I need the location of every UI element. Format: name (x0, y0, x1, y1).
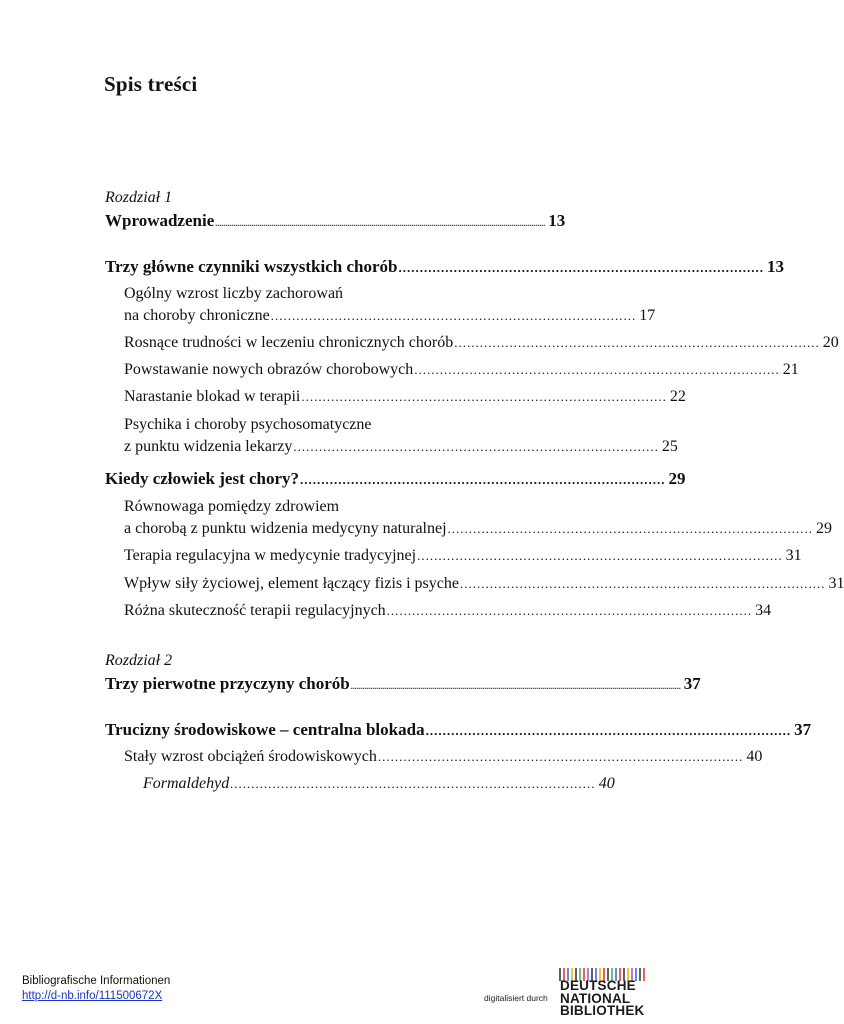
entry-title: z punktu widzenia lekarzy (124, 438, 293, 455)
bib-label: Bibliografische Informationen (22, 975, 171, 987)
page-number: 40 (598, 775, 615, 792)
dot-leader: ...................................................................................... (301, 389, 667, 404)
chapter-label: Rozdział 2 (105, 652, 173, 669)
page-number: 34 (755, 602, 772, 619)
dnb-line: BIBLIOTHEK (560, 1003, 645, 1018)
entry-title: Terapia regulacyjna w medycynie tradycyjnej (124, 547, 417, 564)
toc-entry[interactable] (105, 469, 686, 490)
dot-leader: ...................................................................................... (293, 439, 659, 454)
entry-title: Rosnące trudności w leczeniu chronicznych chorób (124, 334, 454, 351)
page-number: 17 (639, 307, 656, 324)
dot-leader: ...................................................................................... (398, 260, 764, 275)
page-number: 40 (746, 748, 763, 765)
bibliographic-info (22, 974, 170, 1004)
dot-leader: ...................................................................................... (377, 749, 744, 764)
page-number: 25 (661, 438, 678, 455)
dot-leader: ...................................................................................... (454, 335, 820, 350)
entry-title-line: Ogólny wzrost liczby zachorowań (124, 285, 344, 302)
toc-entry[interactable] (105, 257, 784, 278)
dot-leader: ...................................................................................... (425, 723, 792, 738)
toc-entry[interactable] (124, 747, 763, 767)
entry-title: Trzy główne czynniki wszystkich chorób (105, 257, 398, 276)
entry-title: Wprowadzenie (105, 211, 215, 230)
toc-entry[interactable] (143, 774, 615, 794)
page-title: Spis treści (104, 72, 198, 96)
page-number: 29 (816, 520, 833, 537)
page-number: 31 (828, 575, 844, 592)
toc-entry[interactable] (124, 601, 772, 621)
toc-entry[interactable] (124, 387, 686, 407)
dot-leader: ...................................................................................... (230, 776, 596, 791)
dot-leader: ..................................................................................................................................................................... (350, 682, 681, 691)
dnb-line: DEUTSCHE (560, 978, 636, 993)
dot-leader: ...................................................................................... (414, 362, 780, 377)
dot-leader: ..................................................................................................................................................................... (215, 219, 546, 228)
entry-title-line: Równowaga pomiędzy zdrowiem (124, 498, 340, 515)
entry-title: Powstawanie nowych obrazów chorobowych (124, 361, 414, 378)
page-number: 37 (794, 720, 812, 739)
entry-title: Narastanie blokad w terapii (124, 388, 301, 405)
dnb-line: NATIONAL (560, 990, 631, 1006)
entry-title: Wpływ siły życiowej, element łączący fizis i psyche (124, 575, 459, 592)
bib-link[interactable]: http://d-nb.info/111500672X (22, 990, 163, 1002)
page-number: 13 (548, 211, 566, 230)
entry-title-line: Psychika i choroby psychosomatyczne (124, 416, 372, 433)
page-number: 13 (766, 257, 784, 276)
chapter-heading[interactable] (105, 674, 701, 697)
entry-title: Stały wzrost obciążeń środowiskowych (124, 748, 377, 765)
page-number: 31 (785, 547, 802, 564)
chapter-heading[interactable] (105, 211, 566, 234)
chapter-label: Rozdział 1 (105, 189, 173, 206)
entry-title: Kiedy człowiek jest chory? (105, 469, 300, 488)
entry-title: Różna skuteczność terapii regulacyjnych (124, 602, 386, 619)
toc-entry[interactable] (124, 519, 833, 539)
dot-leader: ...................................................................................... (417, 548, 783, 563)
dot-leader: ...................................................................................... (447, 521, 814, 536)
page-number: 22 (669, 388, 686, 405)
dnb-logo (560, 980, 645, 1018)
dot-leader: ...................................................................................... (386, 603, 753, 618)
toc-entry[interactable] (124, 437, 678, 457)
page-number: 29 (668, 469, 686, 488)
page-number: 37 (683, 674, 701, 693)
entry-title: Trzy pierwotne przyczyny chorób (105, 674, 350, 693)
toc-entry[interactable] (105, 720, 812, 741)
toc-entry[interactable] (124, 546, 802, 566)
toc-entry[interactable] (124, 574, 844, 594)
entry-title: na choroby chroniczne (124, 307, 270, 324)
dot-leader: ...................................................................................... (459, 576, 826, 591)
dot-leader: ...................................................................................... (300, 472, 666, 487)
entry-title: Trucizny środowiskowe – centralna blokada (105, 720, 425, 739)
page-number: 21 (782, 361, 799, 378)
page-number: 20 (822, 334, 839, 351)
entry-title: Formaldehyd (143, 775, 230, 792)
digitized-by-label: digitalisiert durch (484, 993, 548, 1003)
toc-entry[interactable] (124, 360, 799, 380)
toc-entry[interactable] (124, 333, 839, 353)
toc-entry[interactable] (124, 306, 656, 326)
entry-title: a chorobą z punktu widzenia medycyny naturalnej (124, 520, 447, 537)
dot-leader: ...................................................................................... (270, 308, 637, 323)
